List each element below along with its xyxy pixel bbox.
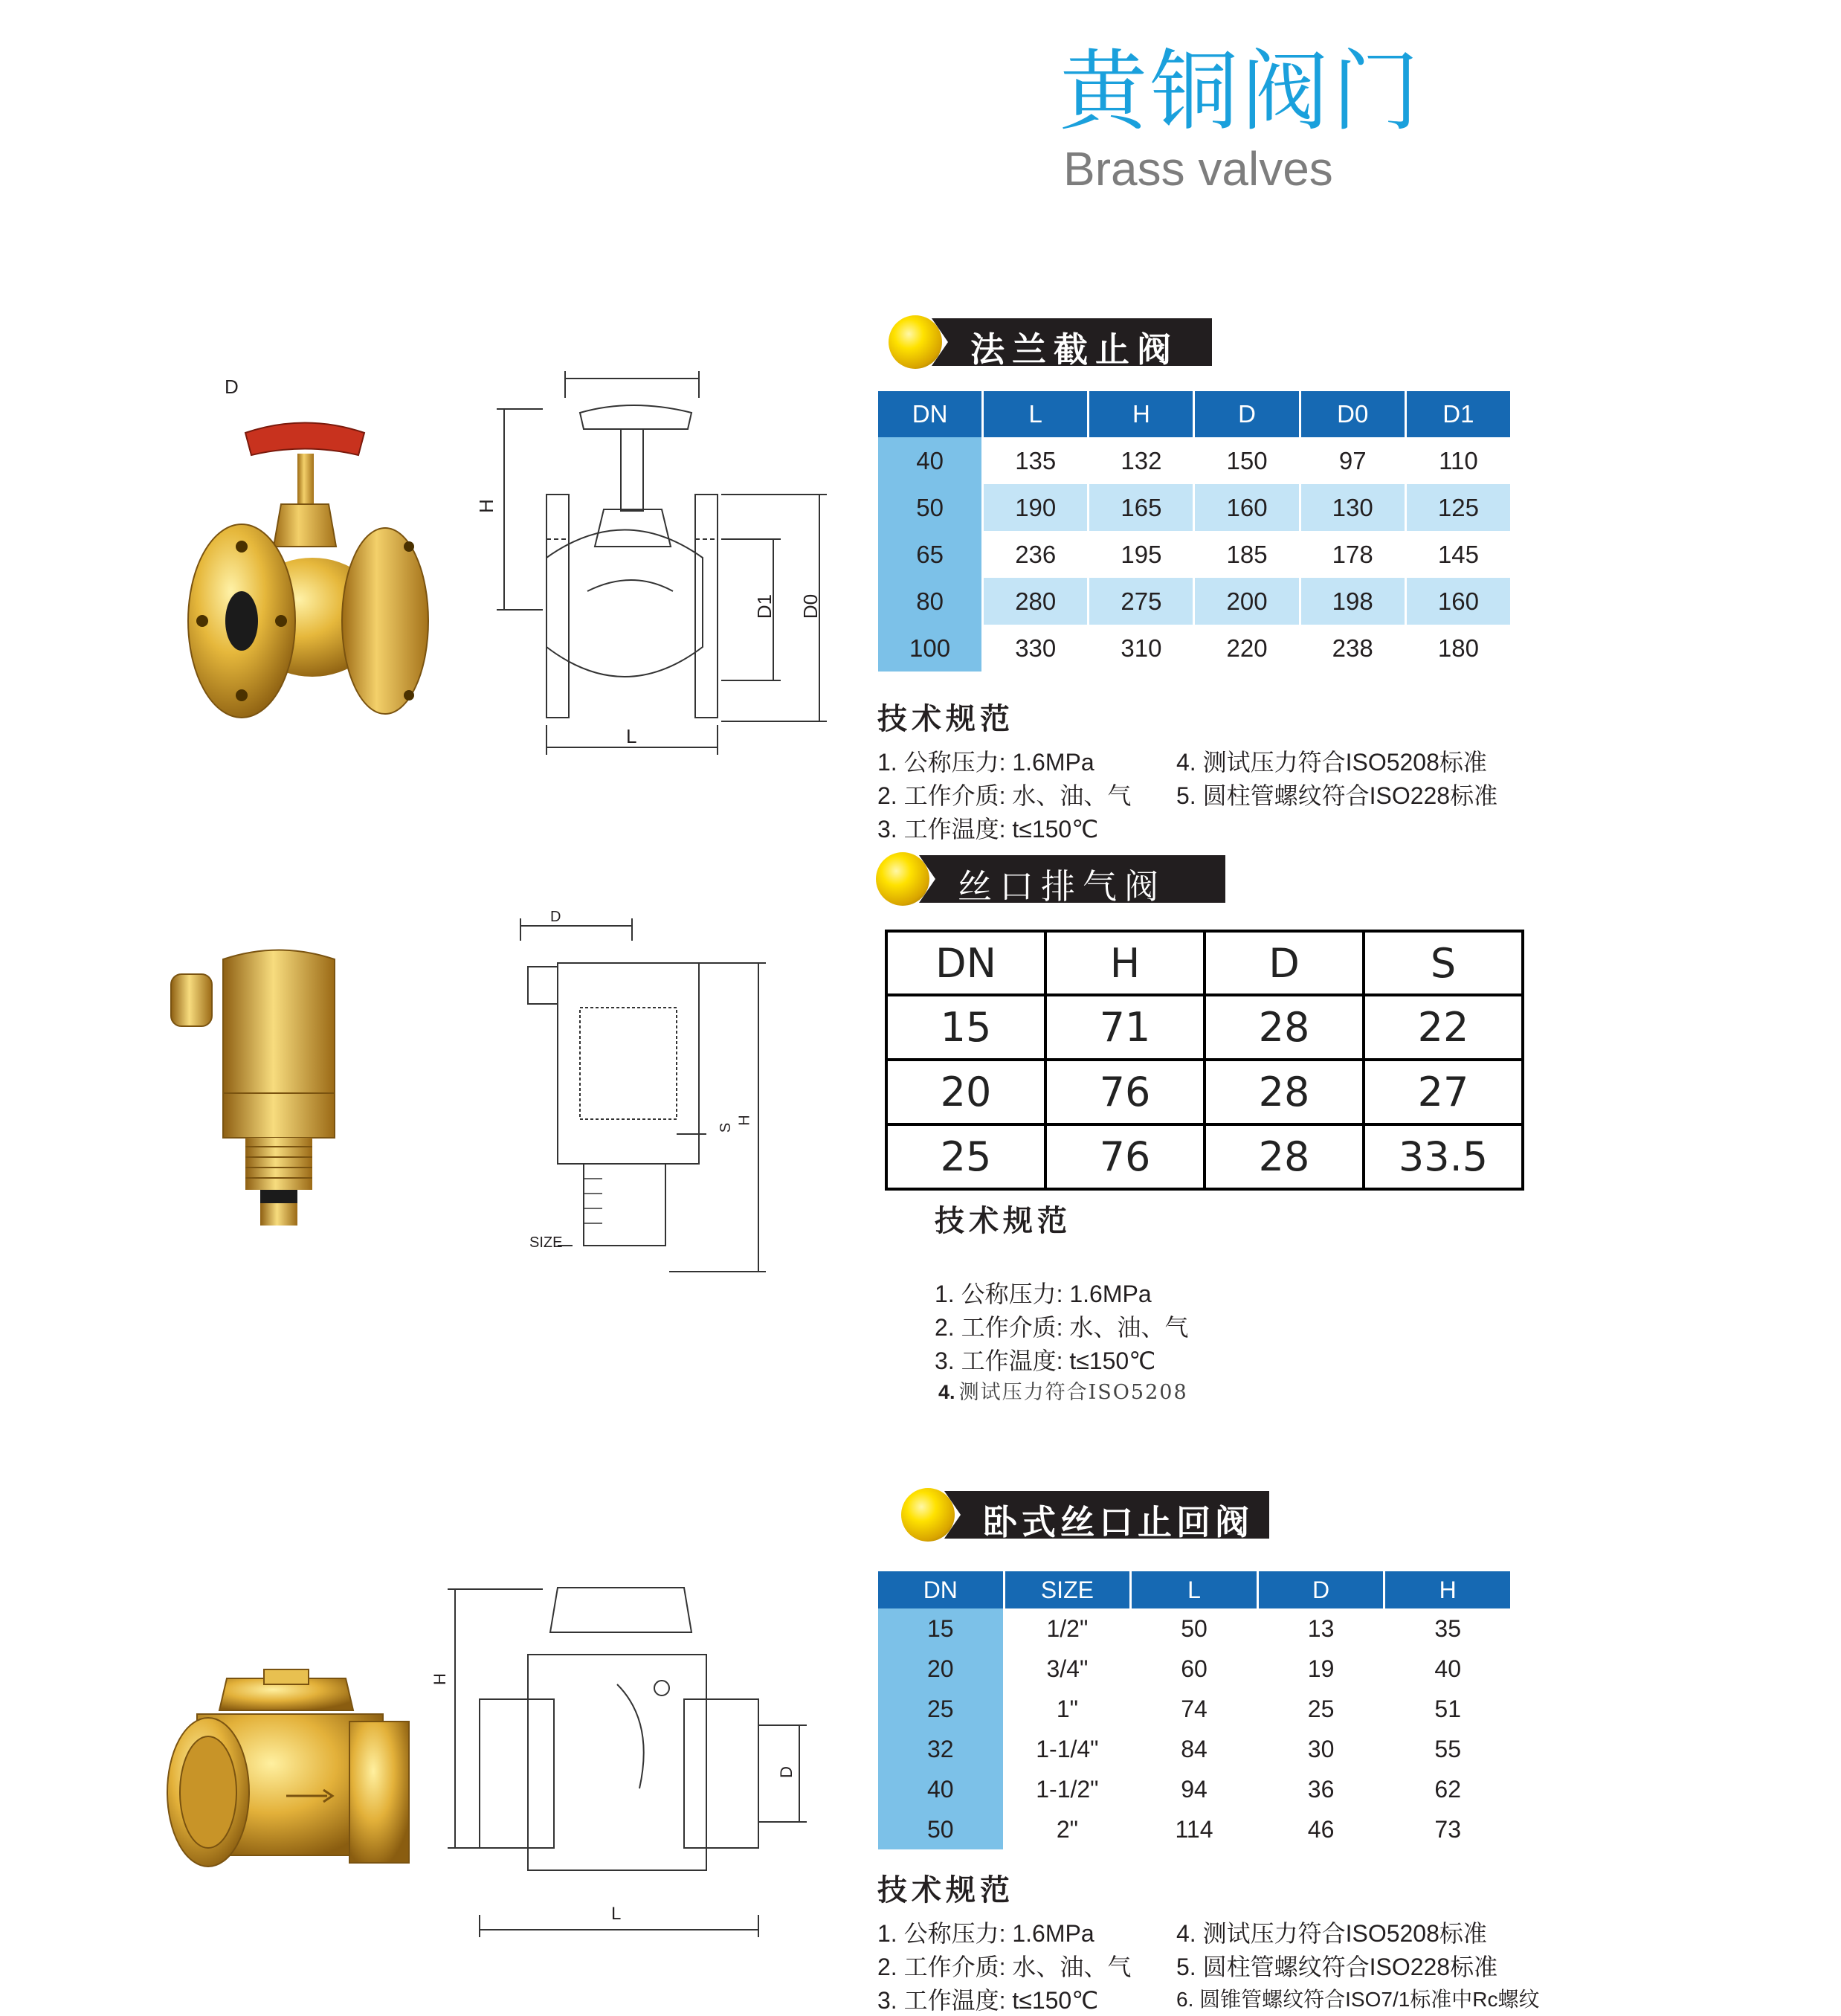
section2-spec-2: 2. 工作介质: 水、油、气 [935, 1314, 1189, 1341]
table-cell: 50 [1181, 1614, 1208, 1642]
drawing2-size-label: SIZE [529, 1234, 563, 1251]
table-cell: 25 [878, 1689, 1003, 1729]
table-cell: 275 [1089, 578, 1193, 625]
table-cell: 1-1/2" [1036, 1775, 1099, 1803]
section3-spec-table [876, 1571, 1512, 1849]
section1-title: 法兰截止阀 [970, 329, 1179, 370]
table-cell: 198 [1301, 578, 1405, 625]
table-cell: 76 [1045, 1124, 1205, 1189]
section3-spec-5: 5. 圆柱管螺纹符合ISO228标准 [1176, 1954, 1498, 1980]
table-cell: 15 [886, 995, 1045, 1060]
table3-header-l: L [1132, 1571, 1257, 1608]
table2-header-dn: DN [886, 931, 1045, 995]
table2-header-s: S [1364, 931, 1523, 995]
table-cell: 27 [1364, 1060, 1523, 1124]
flange-globe-valve-photo [186, 416, 439, 721]
table-cell: 30 [1307, 1735, 1335, 1762]
page-subtitle: Brass valves [1063, 142, 1333, 196]
table-row [878, 625, 1510, 672]
section1-spec-2: 2. 工作介质: 水、油、气 [877, 782, 1132, 809]
table3-header-size: SIZE [1005, 1571, 1130, 1608]
section1-spec-3: 3. 工作温度: t≤150℃ [877, 816, 1099, 843]
section2-spec-table [885, 930, 1524, 1191]
table-cell: 76 [1045, 1060, 1205, 1124]
drawing2-d-label: D [550, 909, 561, 925]
section2-spec-4-number: 4. [938, 1381, 955, 1403]
table-row [886, 995, 1523, 1060]
table-row [886, 1124, 1523, 1189]
section3-spec-4: 4. 测试压力符合ISO5208标准 [1176, 1920, 1487, 1947]
table-row [878, 578, 1510, 625]
section1-bullet-icon [889, 315, 942, 369]
table-cell: 1/2" [1046, 1614, 1089, 1642]
table-cell: 1" [1056, 1695, 1078, 1722]
drawing1-h-label: H [474, 499, 497, 513]
table-cell: 330 [1015, 634, 1057, 662]
section2-spec-title: 技术规范 [935, 1204, 1071, 1238]
table3-header-h: H [1385, 1571, 1510, 1608]
table2-header-d: D [1205, 931, 1364, 995]
table-cell: 40 [1434, 1655, 1461, 1682]
table-row [878, 1809, 1510, 1849]
section3-spec-title: 技术规范 [877, 1873, 1014, 1907]
table-row [878, 484, 1510, 531]
section2-heading [876, 855, 1225, 906]
table-cell: 160 [1407, 578, 1510, 625]
section1-heading [889, 318, 1212, 370]
table1-header-l: L [984, 391, 1087, 437]
table-row [878, 1689, 1510, 1729]
table-cell: 28 [1205, 995, 1364, 1060]
air-vent-valve-photo [167, 944, 353, 1242]
table-cell: 150 [1226, 446, 1268, 474]
page-title: 黄铜阀门 [1060, 40, 1423, 143]
table-row [878, 1649, 1510, 1689]
table-cell: 50 [878, 484, 981, 531]
table3-header-dn: DN [878, 1571, 1003, 1608]
section3-spec-6: 6. 圆锥管螺纹符合ISO7/1标准中Rc螺纹 [1176, 1988, 1540, 2011]
table-cell: 220 [1226, 634, 1268, 662]
drawing2-h-label: H [736, 1115, 753, 1126]
table-cell: 94 [1181, 1775, 1208, 1803]
table-cell: 19 [1307, 1655, 1335, 1682]
table-cell: 178 [1332, 540, 1373, 568]
section1-photo-label: D [225, 376, 239, 398]
table-cell: 200 [1195, 578, 1298, 625]
table-cell: 236 [1015, 540, 1057, 568]
table-cell: 40 [878, 437, 981, 484]
table-cell: 20 [878, 1649, 1003, 1689]
flange-globe-valve-drawing [476, 368, 833, 770]
air-vent-valve-drawing [513, 911, 773, 1283]
table1-header-d1: D1 [1407, 391, 1510, 437]
table-cell: 60 [1181, 1655, 1208, 1682]
table3-header-d: D [1259, 1571, 1384, 1608]
table-cell: 165 [1089, 484, 1193, 531]
table-cell: 130 [1301, 484, 1405, 531]
table-cell: 71 [1045, 995, 1205, 1060]
table-row [878, 1608, 1510, 1649]
table-cell: 40 [878, 1769, 1003, 1809]
table-cell: 114 [1175, 1815, 1213, 1843]
table-cell: 180 [1437, 634, 1479, 662]
table-cell: 310 [1121, 634, 1162, 662]
table-cell: 2" [1056, 1815, 1078, 1843]
table-cell: 160 [1195, 484, 1298, 531]
drawing3-h-label: H [430, 1673, 449, 1685]
swing-check-valve-photo [167, 1669, 413, 1885]
table-cell: 25 [1307, 1695, 1335, 1722]
swing-check-valve-drawing [431, 1565, 818, 1952]
section2-spec-3: 3. 工作温度: t≤150℃ [935, 1347, 1156, 1374]
table-cell: 3/4" [1046, 1655, 1089, 1682]
table-cell: 28 [1205, 1060, 1364, 1124]
table-cell: 100 [878, 625, 981, 672]
table-row [878, 1729, 1510, 1769]
table1-header-d: D [1195, 391, 1298, 437]
table-cell: 22 [1364, 995, 1523, 1060]
section1-spec-table [876, 391, 1512, 672]
section2-spec-4 [938, 1376, 1188, 1405]
table1-header-h: H [1089, 391, 1193, 437]
table-cell: 50 [878, 1809, 1003, 1849]
table-cell: 145 [1437, 540, 1479, 568]
drawing3-l-label: L [611, 1904, 622, 1924]
drawing1-l-label: L [626, 725, 637, 747]
drawing3-d-label: D [776, 1766, 796, 1778]
section2-spec-1: 1. 公称压力: 1.6MPa [935, 1281, 1152, 1307]
table-cell: 190 [984, 484, 1087, 531]
table-cell: 84 [1181, 1735, 1208, 1762]
table-cell: 25 [886, 1124, 1045, 1189]
table2-header-h: H [1045, 931, 1205, 995]
table-cell: 65 [878, 531, 981, 578]
section1-spec-5: 5. 圆柱管螺纹符合ISO228标准 [1176, 782, 1498, 809]
section3-heading [901, 1491, 1269, 1542]
section3-spec-3: 3. 工作温度: t≤150℃ [877, 1987, 1099, 2014]
table-cell: 280 [984, 578, 1087, 625]
table-cell: 80 [878, 578, 981, 625]
table-cell: 1-1/4" [1036, 1735, 1099, 1762]
table-cell: 32 [878, 1729, 1003, 1769]
section1-spec-1: 1. 公称压力: 1.6MPa [877, 749, 1094, 776]
table-cell: 36 [1307, 1775, 1335, 1803]
table-cell: 55 [1434, 1735, 1461, 1762]
table-cell: 238 [1332, 634, 1373, 662]
table-cell: 51 [1434, 1695, 1461, 1722]
table-cell: 28 [1205, 1124, 1364, 1189]
table-cell: 97 [1338, 446, 1367, 474]
table-row [878, 531, 1510, 578]
table-row [878, 1769, 1510, 1809]
table-cell: 74 [1181, 1695, 1208, 1722]
section1-spec-title: 技术规范 [877, 702, 1014, 736]
table-cell: 195 [1121, 540, 1162, 568]
section3-bullet-icon [901, 1488, 955, 1542]
table-cell: 62 [1434, 1775, 1461, 1803]
drawing2-s-label: S [718, 1122, 735, 1133]
table-cell: 35 [1434, 1614, 1461, 1642]
table-row [886, 1060, 1523, 1124]
section3-title: 卧式丝口止回阀 [983, 1502, 1254, 1542]
table-cell: 33.5 [1364, 1124, 1523, 1189]
section3-spec-1: 1. 公称压力: 1.6MPa [877, 1920, 1094, 1947]
drawing1-d1-label: D1 [753, 593, 776, 619]
table-cell: 73 [1434, 1815, 1461, 1843]
table1-header-dn: DN [878, 391, 981, 437]
drawing1-d0-label: D0 [799, 593, 822, 619]
table-row [878, 437, 1510, 484]
table-cell: 132 [1121, 446, 1162, 474]
section3-spec-2: 2. 工作介质: 水、油、气 [877, 1954, 1132, 1980]
table-cell: 13 [1307, 1614, 1335, 1642]
table-cell: 185 [1226, 540, 1268, 568]
table1-header-d0: D0 [1301, 391, 1405, 437]
section2-bullet-icon [876, 852, 929, 906]
section1-spec-4: 4. 测试压力符合ISO5208标准 [1176, 749, 1487, 776]
section2-spec-4-text: 测试压力符合ISO5208 [958, 1381, 1188, 1404]
table-cell: 125 [1407, 484, 1510, 531]
table-cell: 20 [886, 1060, 1045, 1124]
table-cell: 46 [1307, 1815, 1335, 1843]
table-cell: 110 [1439, 446, 1478, 474]
table-cell: 15 [878, 1608, 1003, 1649]
table-cell: 135 [1015, 446, 1057, 474]
section2-title: 丝口排气阀 [958, 866, 1166, 906]
